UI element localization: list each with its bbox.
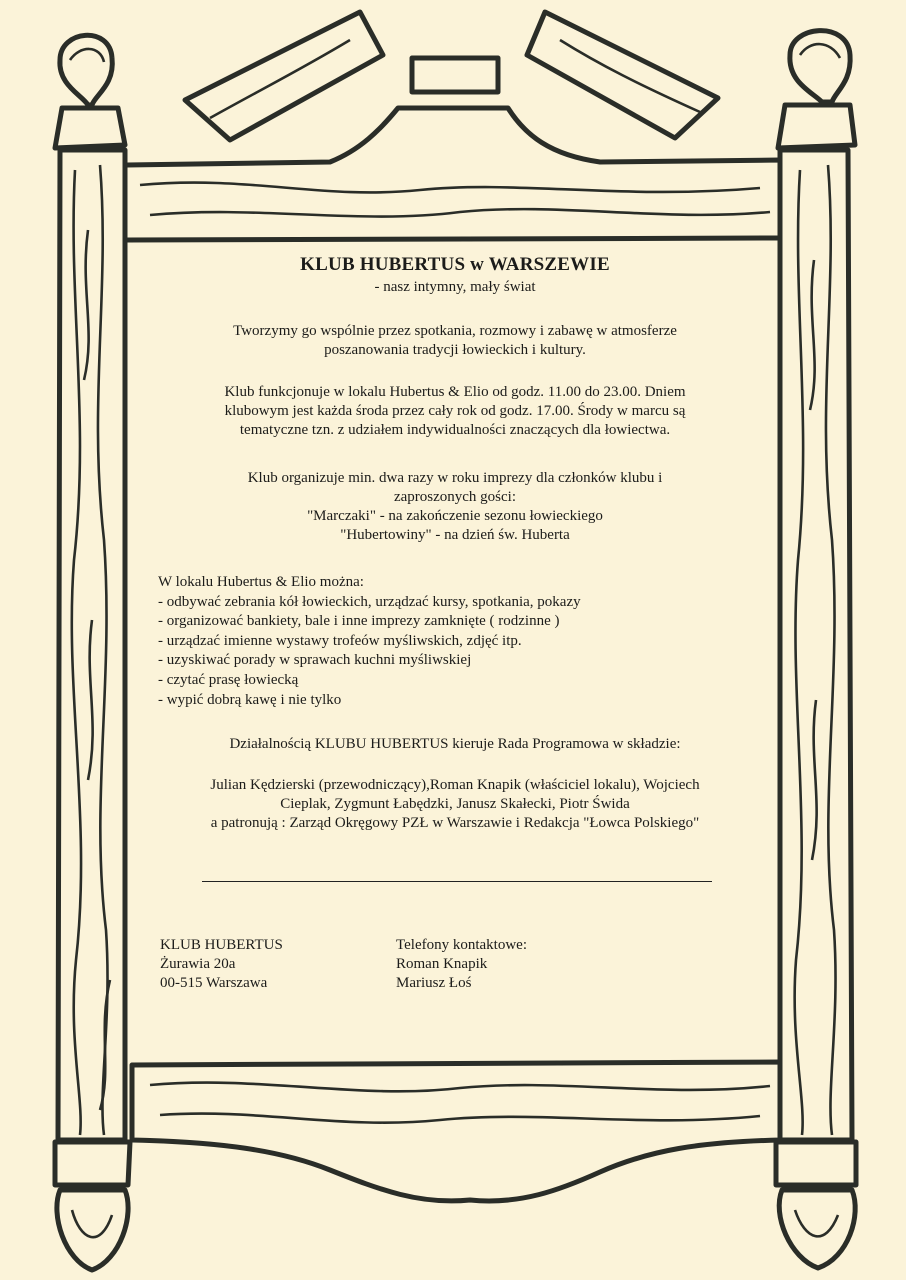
events-line: "Marczaki" - na zakończenie sezonu łowieckiego	[307, 508, 603, 524]
intro-paragraph	[150, 322, 760, 360]
contact-name: Roman Knapik	[396, 956, 488, 972]
address-line: KLUB HUBERTUS	[160, 937, 283, 953]
events-paragraph	[150, 469, 760, 545]
venue-list-item: - organizować bankiety, bale i inne imprezy zamknięte ( rodzinne )	[158, 613, 560, 630]
hours-paragraph	[150, 383, 760, 440]
council-line: Cieplak, Zygmunt Łabędzki, Janusz Skałecki, Piotr Świda	[280, 796, 630, 812]
notice-title: KLUB HUBERTUS w WARSZEWIE	[300, 254, 610, 275]
events-line: "Hubertowiny" - na dzień św. Huberta	[340, 527, 570, 543]
address-line: 00-515 Warszawa	[160, 975, 268, 991]
contact-phones	[396, 936, 527, 993]
address-line: Żurawia 20a	[160, 956, 236, 972]
hours-line: tematyczne tzn. z udziałem indywidualności znaczących dla łowiectwa.	[239, 422, 671, 438]
club-address	[160, 936, 283, 993]
intro-line: Tworzymy go wspólnie przez spotkania, rozmowy i zabawę w atmosferze	[233, 323, 677, 339]
council-line: Julian Kędzierski (przewodniczący),Roman Knapik (właściciel lokalu), Wojciech	[210, 777, 700, 793]
venue-list-item: - wypić dobrą kawę i nie tylko	[158, 691, 342, 708]
club-notice	[150, 250, 760, 1040]
divider-line	[202, 881, 712, 882]
venue-list	[158, 573, 758, 710]
events-line: zaproszonych gości:	[393, 489, 517, 505]
venue-list-item: - czytać prasę łowiecką	[158, 671, 299, 688]
contact-name: Mariusz Łoś	[396, 975, 472, 991]
notice-subtitle: - nasz intymny, mały świat	[374, 279, 536, 295]
intro-line: poszanowania tradycji łowieckich i kultury.	[324, 342, 586, 358]
hours-line: klubowym jest każda środa przez cały rok od godz. 17.00. Środy w marcu są	[224, 403, 686, 419]
council-line: a patronują : Zarząd Okręgowy PZŁ w Warszawie i Redakcja "Łowca Polskiego"	[210, 815, 700, 831]
venue-list-item: - uzyskiwać porady w sprawach kuchni myśliwskiej	[158, 652, 472, 669]
phones-heading: Telefony kontaktowe:	[396, 937, 527, 953]
council-members	[150, 776, 760, 833]
venue-list-heading: W lokalu Hubertus & Elio można:	[158, 574, 364, 590]
venue-list-item: - odbywać zebrania kół łowieckich, urządzać kursy, spotkania, pokazy	[158, 593, 581, 610]
venue-list-item: - urządzać imienne wystawy trofeów myśliwskich, zdjęć itp.	[158, 632, 522, 649]
hours-line: Klub funkcjonuje w lokalu Hubertus & Elio od godz. 11.00 do 23.00. Dniem	[224, 384, 686, 400]
council-heading: Działalnością KLUBU HUBERTUS kieruje Rada Programowa w składzie:	[229, 736, 681, 752]
events-line: Klub organizuje min. dwa razy w roku imprezy dla członków klubu i	[247, 470, 663, 486]
